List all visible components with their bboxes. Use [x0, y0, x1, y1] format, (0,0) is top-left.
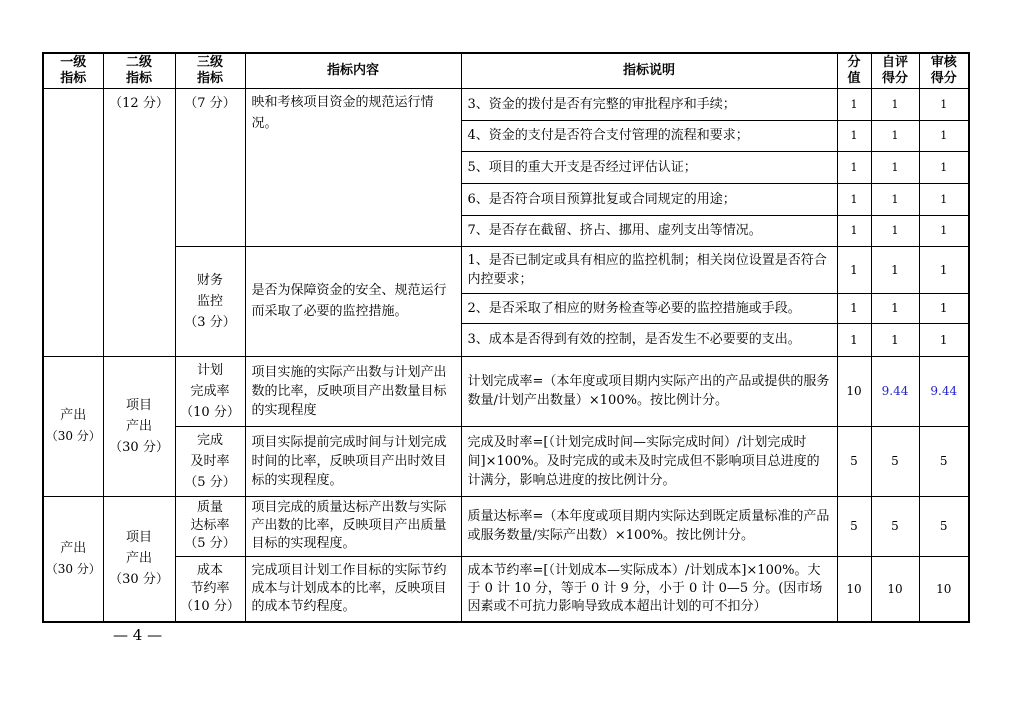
audit-score-cell: 5 [919, 496, 969, 556]
score-cell: 5 [837, 426, 871, 496]
description-cell: 7、是否存在截留、挤占、挪用、虚列支出等情况。 [461, 215, 837, 246]
self-score-cell: 9.44 [871, 356, 919, 426]
content-cell: 项目实施的实际产出数与计划产出数的比率，反映项目产出数量目标的实现程度 [245, 356, 461, 426]
self-score-cell: 1 [871, 183, 919, 215]
self-score-cell: 1 [871, 215, 919, 246]
self-score-cell: 1 [871, 88, 919, 120]
header-row [43, 53, 969, 88]
header-score: 分 值 [837, 53, 871, 88]
self-score-cell: 10 [871, 556, 919, 622]
audit-score-cell: 1 [919, 183, 969, 215]
header-content: 指标内容 [245, 53, 461, 88]
audit-score-cell: 1 [919, 293, 969, 323]
header-level2: 二级 指标 [103, 53, 175, 88]
table-row [43, 496, 969, 556]
description-cell: 4、资金的支付是否符合支付管理的流程和要求； [461, 120, 837, 151]
header-level1: 一级 指标 [43, 53, 103, 88]
self-score-cell: 1 [871, 246, 919, 293]
self-score-cell: 5 [871, 496, 919, 556]
score-cell: 1 [837, 151, 871, 183]
score-cell: 1 [837, 183, 871, 215]
self-score-cell: 5 [871, 426, 919, 496]
audit-score-cell: 10 [919, 556, 969, 622]
description-cell: 3、资金的拨付是否有完整的审批程序和手续； [461, 88, 837, 120]
description-cell: 6、是否符合项目预算批复或合同规定的用途； [461, 183, 837, 215]
content-cell: 映和考核项目资金的规范运行情况。 [245, 88, 461, 246]
content-cell: 项目完成的质量达标产出数与实际产出数的比率，反映项目产出质量目标的实现程度。 [245, 496, 461, 556]
level3-cell: 计划 完成率 （10 分） [175, 356, 245, 426]
level1-cell-empty [43, 88, 103, 356]
level2-cell: 项目 产出 （30 分） [103, 356, 175, 496]
score-cell: 1 [837, 120, 871, 151]
page-number: — 4 — [113, 626, 163, 644]
level3-cell: （7 分） [175, 88, 245, 246]
content-cell: 完成项目计划工作目标的实际节约成本与计划成本的比率，反映项目的成本节约程度。 [245, 556, 461, 622]
description-cell: 2、是否采取了相应的财务检查等必要的监控措施或手段。 [461, 293, 837, 323]
description-cell: 计划完成率=（本年度或项目期内实际产出的产品或提供的服务数量/计划产出数量）×100%。按比例计分。 [461, 356, 837, 426]
score-cell: 10 [837, 556, 871, 622]
level3-cell: 完成 及时率 （5 分） [175, 426, 245, 496]
score-cell: 1 [837, 323, 871, 356]
self-score-cell: 1 [871, 120, 919, 151]
level3-cell: 成本 节约率 （10 分） [175, 556, 245, 622]
level3-cell: 财务 监控 （3 分） [175, 246, 245, 356]
table-row [43, 426, 969, 496]
table-row [43, 356, 969, 426]
level2-cell: 项目 产出 （30 分） [103, 496, 175, 622]
score-cell: 5 [837, 496, 871, 556]
header-self-score: 自评 得分 [871, 53, 919, 88]
header-audit-score: 审核 得分 [919, 53, 969, 88]
content-cell: 是否为保障资金的安全、规范运行而采取了必要的监控措施。 [245, 246, 461, 356]
audit-score-cell: 5 [919, 426, 969, 496]
description-cell: 3、成本是否得到有效的控制，是否发生不必要要的支出。 [461, 323, 837, 356]
level1-cell: 产出 （30 分） [43, 356, 103, 496]
audit-score-cell: 1 [919, 323, 969, 356]
score-cell: 10 [837, 356, 871, 426]
self-score-cell: 1 [871, 323, 919, 356]
table-row [43, 246, 969, 293]
self-score-cell: 1 [871, 151, 919, 183]
audit-score-cell: 9.44 [919, 356, 969, 426]
description-cell: 5、项目的重大开支是否经过评估认证； [461, 151, 837, 183]
audit-score-cell: 1 [919, 246, 969, 293]
audit-score-cell: 1 [919, 120, 969, 151]
audit-score-cell: 1 [919, 88, 969, 120]
header-level3: 三级 指标 [175, 53, 245, 88]
description-cell: 1、是否已制定或具有相应的监控机制；相关岗位设置是否符合内控要求； [461, 246, 837, 293]
table-row [43, 556, 969, 622]
content-cell: 项目实际提前完成时间与计划完成时间的比率，反映项目产出时效目标的实现程度。 [245, 426, 461, 496]
score-cell: 1 [837, 215, 871, 246]
self-score-cell: 1 [871, 293, 919, 323]
level3-cell: 质量 达标率 （5 分） [175, 496, 245, 556]
evaluation-table [42, 52, 970, 623]
score-cell: 1 [837, 88, 871, 120]
table-row [43, 88, 969, 120]
description-cell: 成本节约率=[（计划成本—实际成本）/计划成本]×100%。大于 0 计 10 分，等于 0 计 9 分，小于 0 计 0—5 分。(因市场因素或不可抗力影响导致成本超出计划的可不扣分） [461, 556, 837, 622]
header-description: 指标说明 [461, 53, 837, 88]
audit-score-cell: 1 [919, 151, 969, 183]
score-cell: 1 [837, 246, 871, 293]
audit-score-cell: 1 [919, 215, 969, 246]
level2-cell: （12 分） [103, 88, 175, 356]
description-cell: 完成及时率=[（计划完成时间—实际完成时间）/计划完成时间]×100%。及时完成的或未及时完成但不影响项目总进度的计满分，影响总进度的按比例计分。 [461, 426, 837, 496]
score-cell: 1 [837, 293, 871, 323]
description-cell: 质量达标率=（本年度或项目期内实际达到既定质量标准的产品或服务数量/实际产出数）×100%。按比例计分。 [461, 496, 837, 556]
level1-cell: 产出 （30 分） [43, 496, 103, 622]
